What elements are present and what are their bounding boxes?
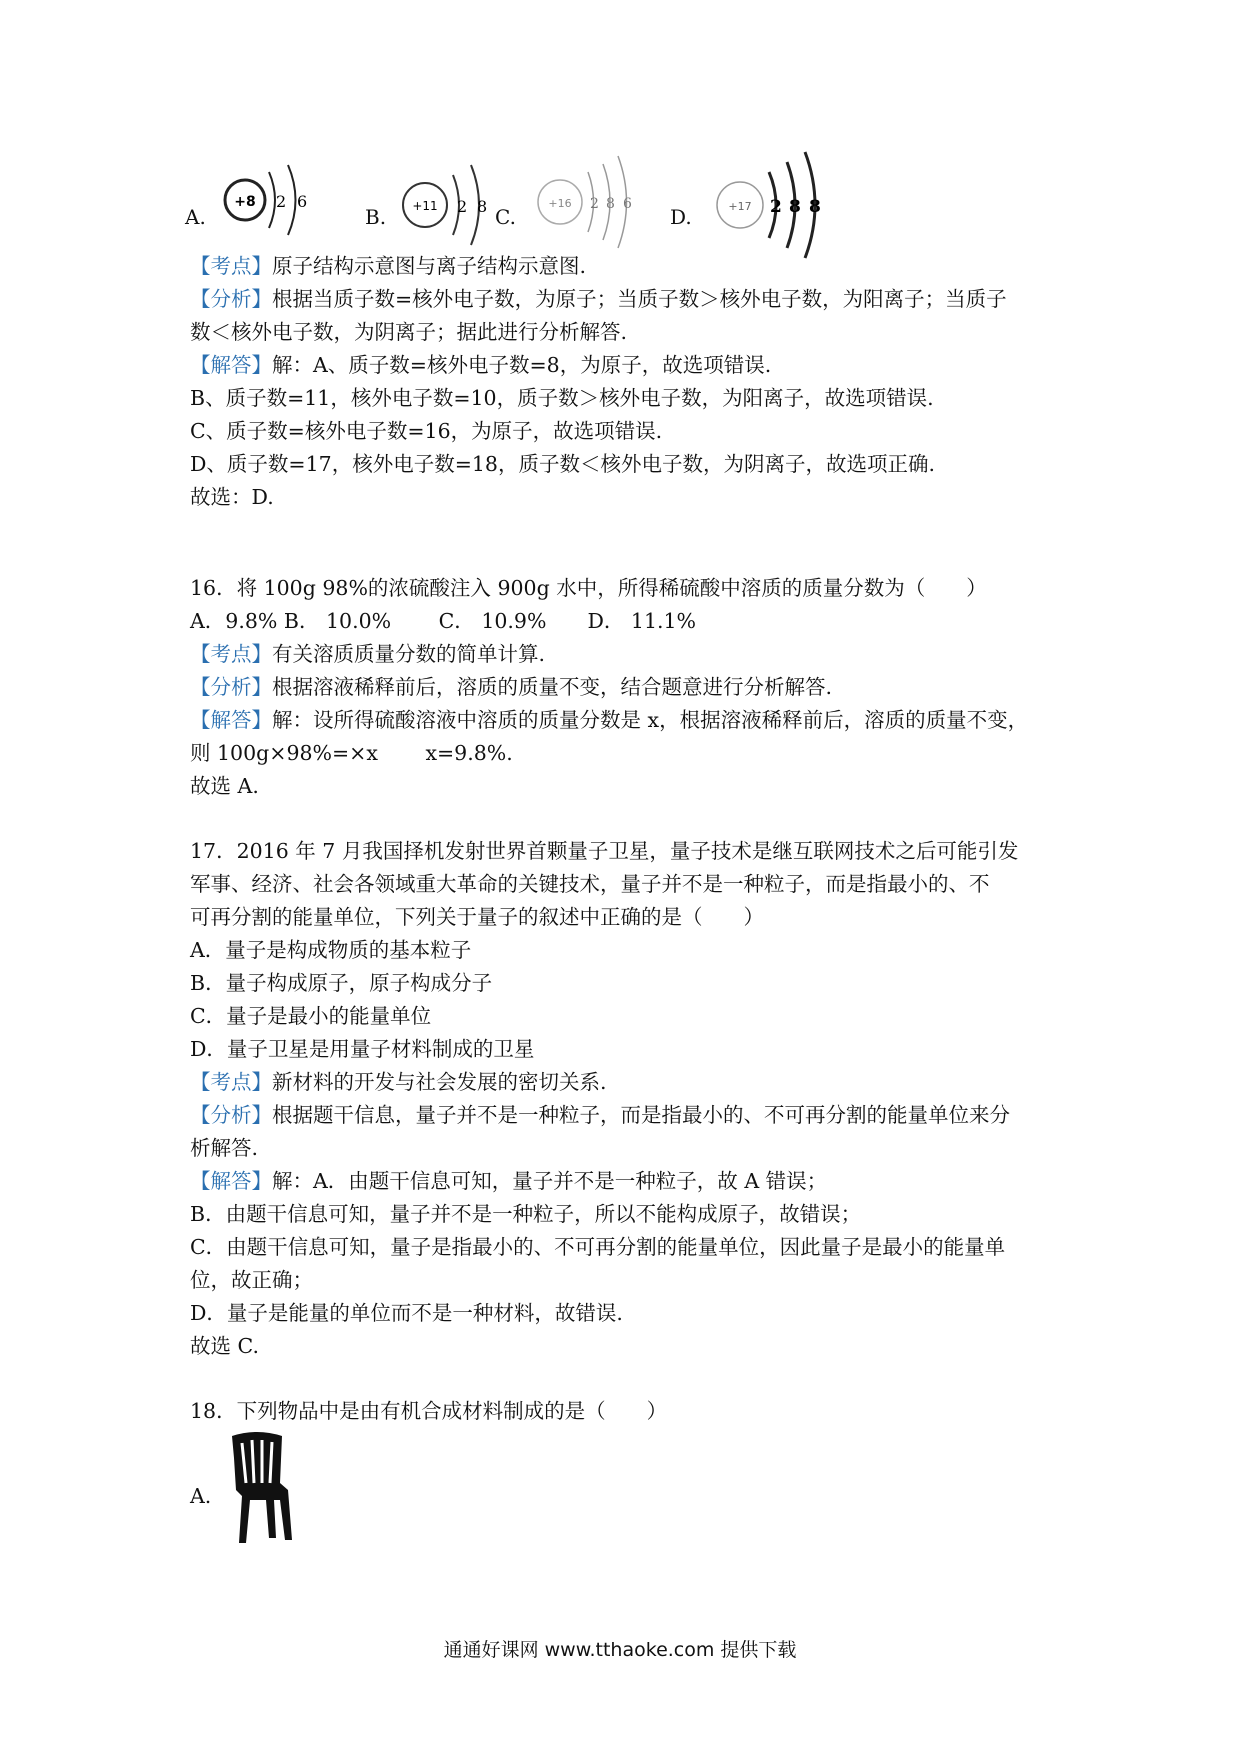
q17-stem-3: 可再分割的能量单位，下列关于量子的叙述中正确的是（ ）	[190, 905, 764, 929]
q16-jieda-cont: 则 100g×98%=×x x=9.8%.	[190, 741, 513, 765]
q15-fenxi-cont: 数＜核外电子数，为阴离子；据此进行分析解答.	[190, 320, 628, 344]
chair-image	[222, 1428, 297, 1548]
shell-b-2: 8	[477, 197, 488, 216]
atom-diagram-b	[403, 165, 487, 245]
q18-option-a-label: A.	[190, 1484, 212, 1508]
atom-structure-svg	[185, 150, 835, 260]
q17-answer: 故选 C.	[190, 1334, 259, 1358]
q18-stem: 18．下列物品中是由有机合成材料制成的是（ ）	[190, 1399, 668, 1423]
footer-text: 通通好课网 www.tthaoke.com 提供下载	[443, 1639, 797, 1661]
q15-line-d: D、质子数=17，核外电子数=18，质子数＜核外电子数，为阴离子，故选项正确.	[190, 452, 935, 476]
q15-fenxi: 【分析】根据当质子数=核外电子数，为原子；当质子数＞核外电子数，为阳离子；当质子	[190, 287, 1007, 311]
q17-option-a: A．量子是构成物质的基本粒子	[190, 938, 472, 962]
q17-line-c1: C．由题干信息可知，量子是指最小的、不可再分割的能量单位，因此量子是最小的能量单	[190, 1235, 1006, 1259]
atom-diagram-a	[225, 165, 307, 235]
q15-line-c: C、质子数=核外电子数=16，为原子，故选项错误.	[190, 419, 663, 443]
q15-jieda: 【解答】解：A、质子数=核外电子数=8，为原子，故选项错误.	[190, 353, 772, 377]
atom-diagram-c	[538, 156, 632, 248]
q16-options: A．9.8% B． 10.0% C． 10.9% D． 11.1%	[190, 609, 697, 633]
nucleus-b: +11	[412, 199, 438, 213]
q16-stem: 16．将 100g 98%的浓硫酸注入 900g 水中，所得稀硫酸中溶质的质量分数为（ ）	[190, 576, 987, 600]
option-c-label: C.	[495, 205, 516, 229]
shell-d-2: 8	[789, 197, 801, 217]
q16-fenxi: 【分析】根据溶液稀释前后，溶质的质量不变，结合题意进行分析解答.	[190, 675, 833, 699]
shell-c-1: 2	[590, 196, 599, 212]
q16-kaodian: 【考点】有关溶质质量分数的简单计算.	[190, 642, 546, 666]
q17-jieda: 【解答】解：A．由题干信息可知，量子并不是一种粒子，故 A 错误；	[190, 1169, 828, 1193]
fenxi-tag: 【分析】	[190, 287, 272, 311]
q17-option-b: B．量子构成原子，原子构成分子	[190, 971, 493, 995]
q17-stem-1: 17．2016 年 7 月我国择机发射世界首颗量子卫星，量子技术是继互联网技术之后可能引发	[190, 839, 1019, 863]
q17-stem-2: 军事、经济、社会各领域重大革命的关键技术，量子并不是一种粒子，而是指最小的、不	[190, 872, 990, 896]
q15-answer: 故选：D.	[190, 485, 274, 509]
nucleus-a: +8	[234, 194, 256, 210]
atom-diagram-d	[717, 152, 821, 258]
jieda-tag: 【解答】	[190, 353, 272, 377]
nucleus-c: +16	[548, 197, 572, 210]
shell-c-2: 8	[606, 196, 615, 212]
option-d-label: D.	[670, 205, 692, 229]
q17-line-c2: 位，故正确；	[190, 1268, 313, 1292]
option-b-label: B.	[365, 205, 387, 229]
q17-kaodian: 【考点】新材料的开发与社会发展的密切关系.	[190, 1070, 607, 1094]
q17-fenxi-cont: 析解答.	[190, 1136, 259, 1160]
q17-line-d: D．量子是能量的单位而不是一种材料，故错误.	[190, 1301, 623, 1325]
shell-b-1: 2	[457, 197, 468, 216]
q17-fenxi: 【分析】根据题干信息，量子并不是一种粒子，而是指最小的、不可再分割的能量单位来分	[190, 1103, 1010, 1127]
q17-option-c: C．量子是最小的能量单位	[190, 1004, 432, 1028]
shell-a-2: 6	[297, 192, 308, 211]
q16-answer: 故选 A.	[190, 774, 259, 798]
q15-line-b: B、质子数=11，核外电子数=10，质子数＞核外电子数，为阳离子，故选项错误.	[190, 386, 934, 410]
q15-kaodian: 【考点】原子结构示意图与离子结构示意图.	[190, 254, 587, 278]
shell-d-1: 2	[770, 197, 782, 217]
shell-c-3: 6	[623, 196, 632, 212]
shell-d-3: 8	[809, 197, 821, 217]
q17-option-d: D．量子卫星是用量子材料制成的卫星	[190, 1037, 535, 1061]
q17-line-b: B．由题干信息可知，量子并不是一种粒子，所以不能构成原子，故错误；	[190, 1202, 862, 1226]
q16-jieda: 【解答】解：设所得硫酸溶液中溶质的质量分数是 x，根据溶液稀释前后，溶质的质量不变，	[190, 708, 1029, 732]
option-a-label: A.	[185, 205, 206, 229]
shell-a-1: 2	[276, 192, 287, 211]
kaodian-tag: 【考点】	[190, 254, 272, 278]
nucleus-d: +17	[728, 200, 752, 213]
